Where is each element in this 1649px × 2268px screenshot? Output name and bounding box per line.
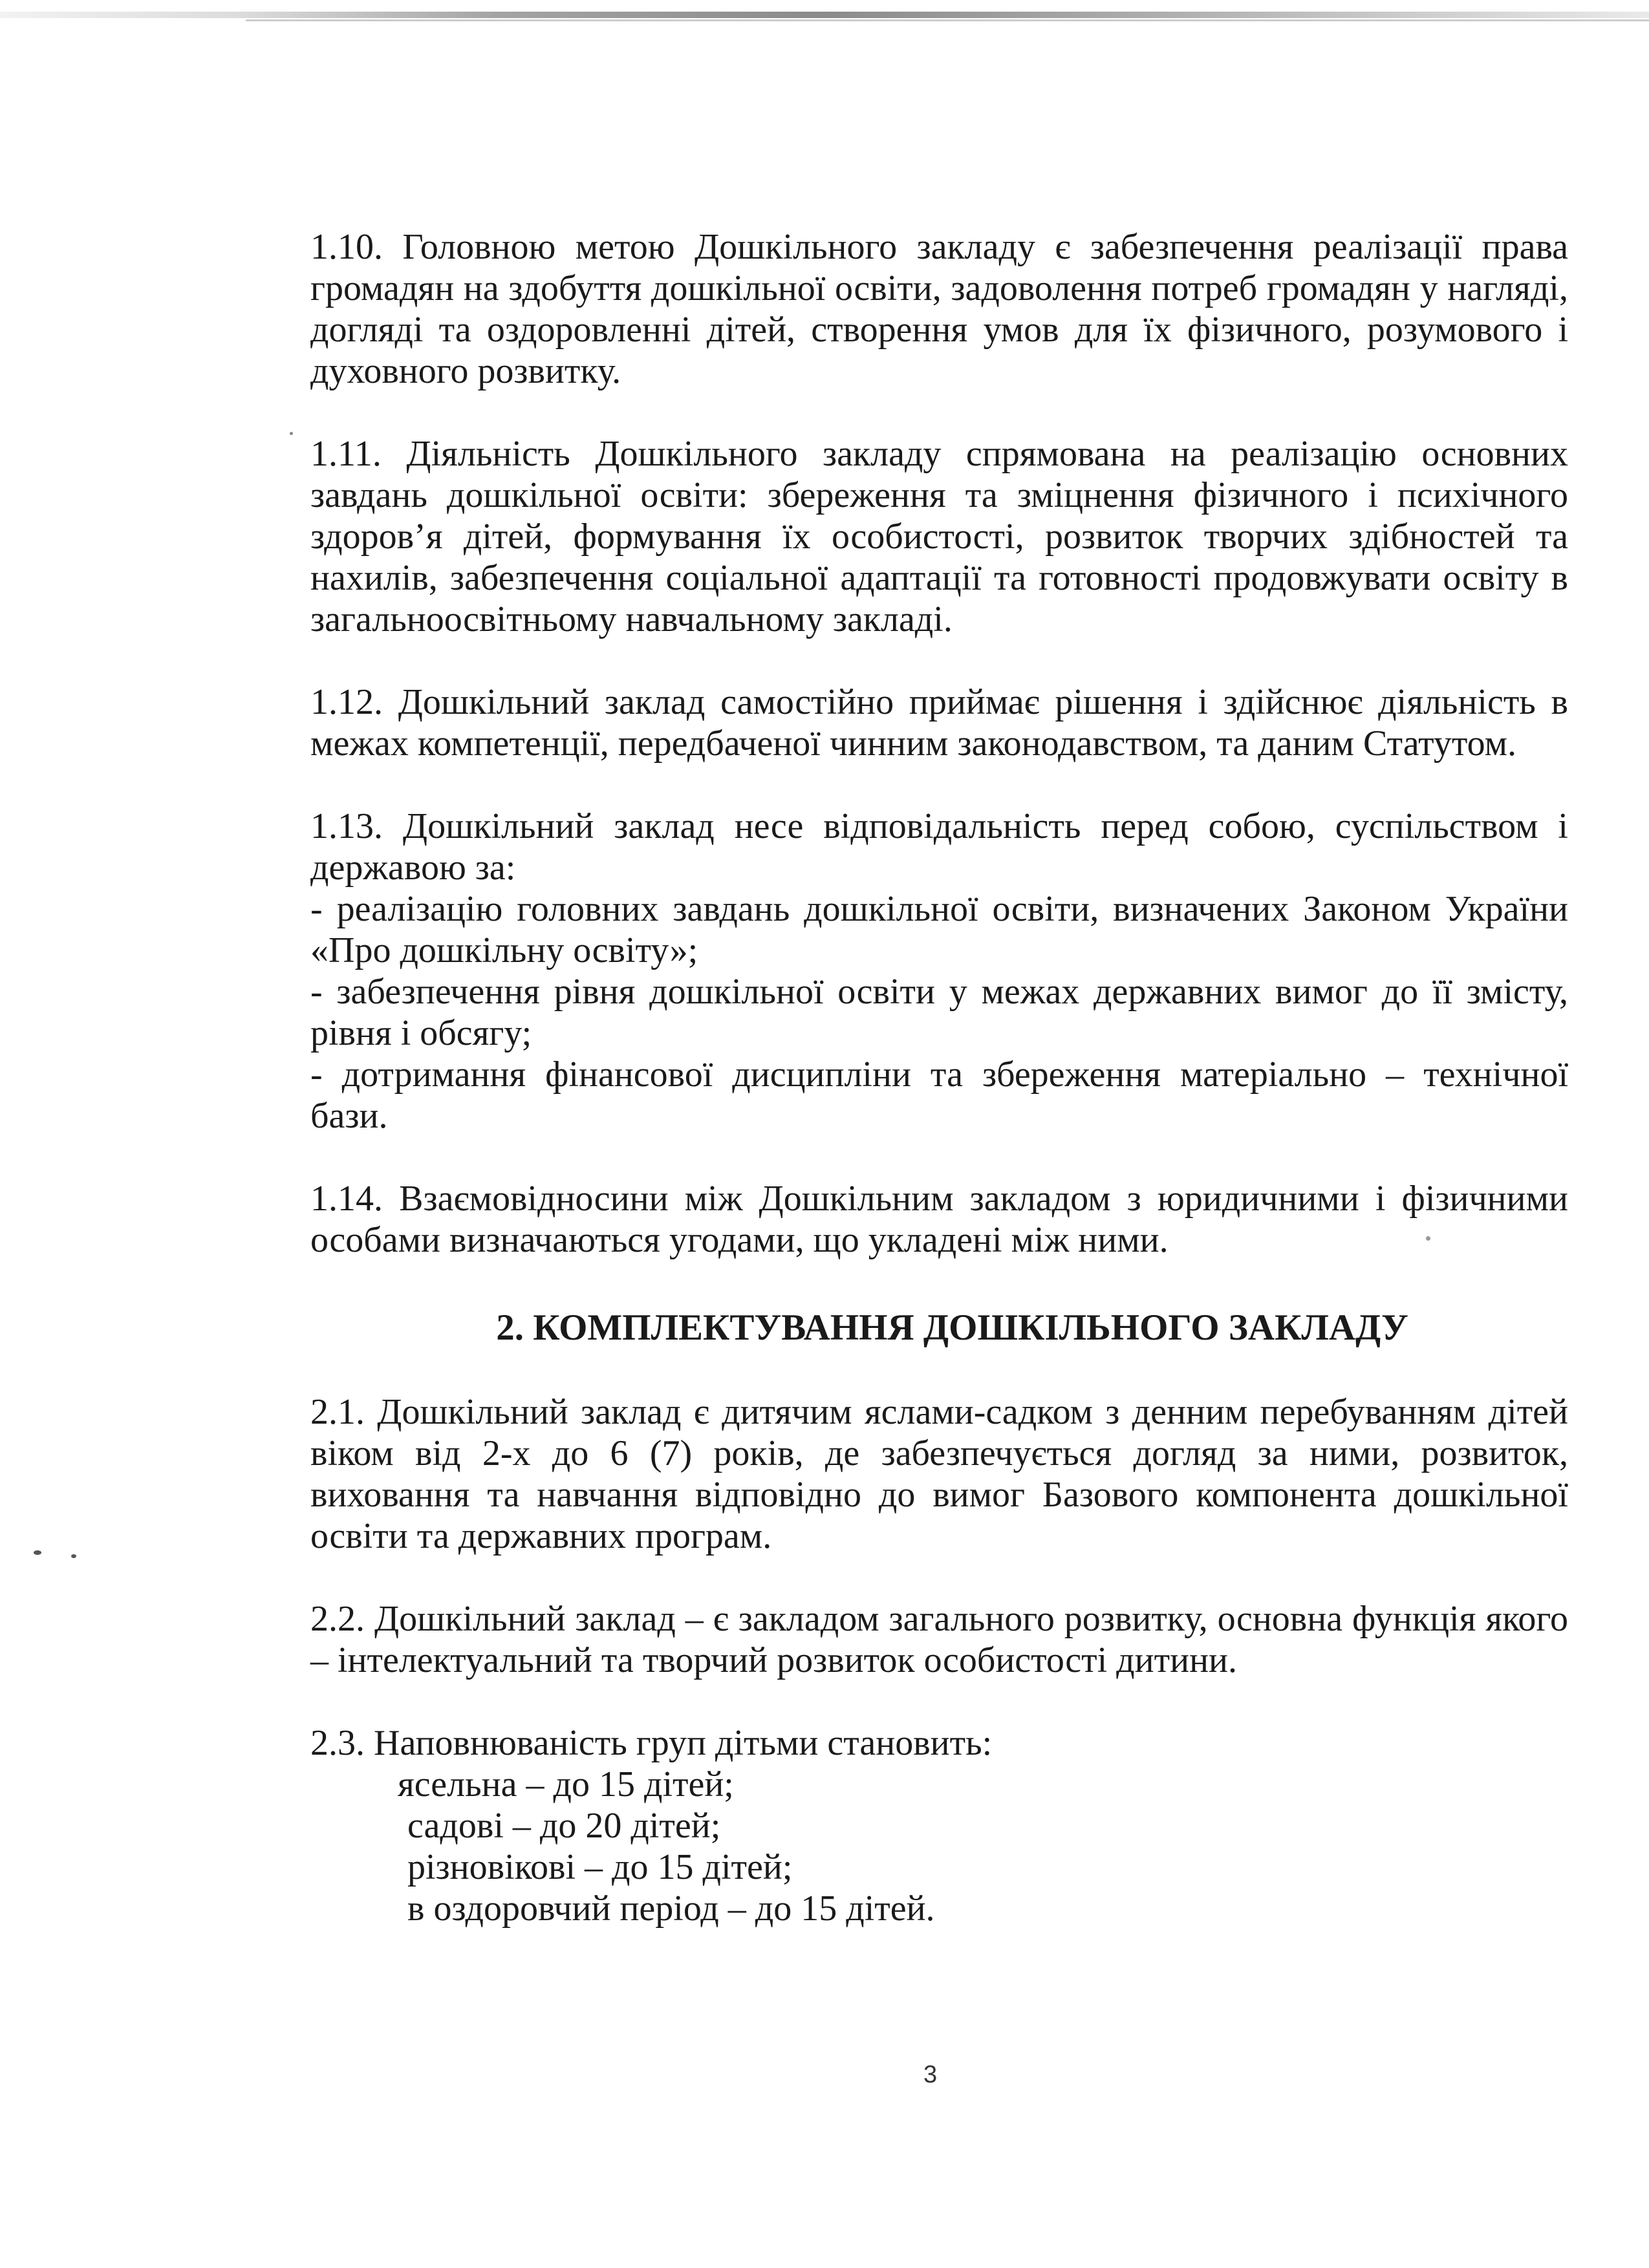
scan-speck (71, 1554, 76, 1558)
scan-speck (34, 1550, 41, 1555)
list-item: - реалізацію головних завдань дошкільної освіти, визначених Законом України «Про дошкільну освіту»; (310, 889, 1568, 970)
paragraph-1-10: 1.10. Головною метою Дошкільного закладу є забезпечення реалізації права громадян на здобуття дошкільної освіти, задоволення потреб громадян у нагляді, догляді та оздоровленні дітей, створення умов для їх фізичного, розумового і духовного розвитку. (310, 227, 1568, 391)
list-item: - забезпечення рівня дошкільної освіти у межах державних вимог до її змісту, рівня і обсягу; (310, 972, 1568, 1053)
scan-edge-line (246, 19, 1649, 21)
paragraph-1-12: 1.12. Дошкільний заклад самостійно приймає рішення і здійснює діяльність в межах компетенції, передбаченої чинним законодавством, та даним Статутом. (310, 682, 1568, 764)
page-number: 3 (923, 2061, 938, 2088)
scan-speck (1426, 1236, 1430, 1241)
scan-edge-shadow (0, 12, 1649, 18)
list-item: - дотримання фінансової дисципліни та збереження матеріально – технічної бази. (310, 1054, 1568, 1136)
paragraph-2-1: 2.1. Дошкільний заклад є дитячим яслами-садком з денним перебуванням дітей віком від 2-х до 6 (7) років, де забезпечується догляд за ними, розвиток, виховання та навчання відповідно до вимог Базового компонента дошкільної освіти та державних програм. (310, 1392, 1568, 1556)
document-body (310, 226, 1568, 1929)
list-item: в оздоровчий період – до 15 дітей. (407, 1888, 935, 1929)
list-item: різновікові – до 15 дітей; (407, 1847, 793, 1887)
list-item: ясельна – до 15 дітей; (398, 1764, 734, 1804)
list-item: садові – до 20 дітей; (407, 1806, 721, 1846)
paragraph-2-3: 2.3. Наповнюваність груп дітьми становить: (310, 1723, 993, 1763)
paragraph-2-2: 2.2. Дошкільний заклад – є закладом загального розвитку, основна функція якого – інтелектуальний та творчий розвиток особистості дитини. (310, 1599, 1568, 1680)
scan-speck (290, 432, 293, 435)
section-heading: 2. КОМПЛЕКТУВАННЯ ДОШКІЛЬНОГО ЗАКЛАДУ (496, 1307, 1408, 1348)
paragraph-1-11: 1.11. Діяльність Дошкільного закладу спрямована на реалізацію основних завдань дошкільної освіти: збереження та зміцнення фізичного і психічного здоров’я дітей, формування їх особистості, розвиток творчих здібностей та нахилів, забезпечення соціальної адаптації та готовності продовжувати освіту в загальноосвітньому навчальному закладі. (310, 434, 1568, 639)
paragraph-1-13: 1.13. Дошкільний заклад несе відповідальність перед собою, суспільством і державою за: (310, 806, 1568, 888)
paragraph-1-14: 1.14. Взаємовідносини між Дошкільним закладом з юридичними і фізичними особами визначаються угодами, що укладені між ними. (310, 1179, 1568, 1260)
